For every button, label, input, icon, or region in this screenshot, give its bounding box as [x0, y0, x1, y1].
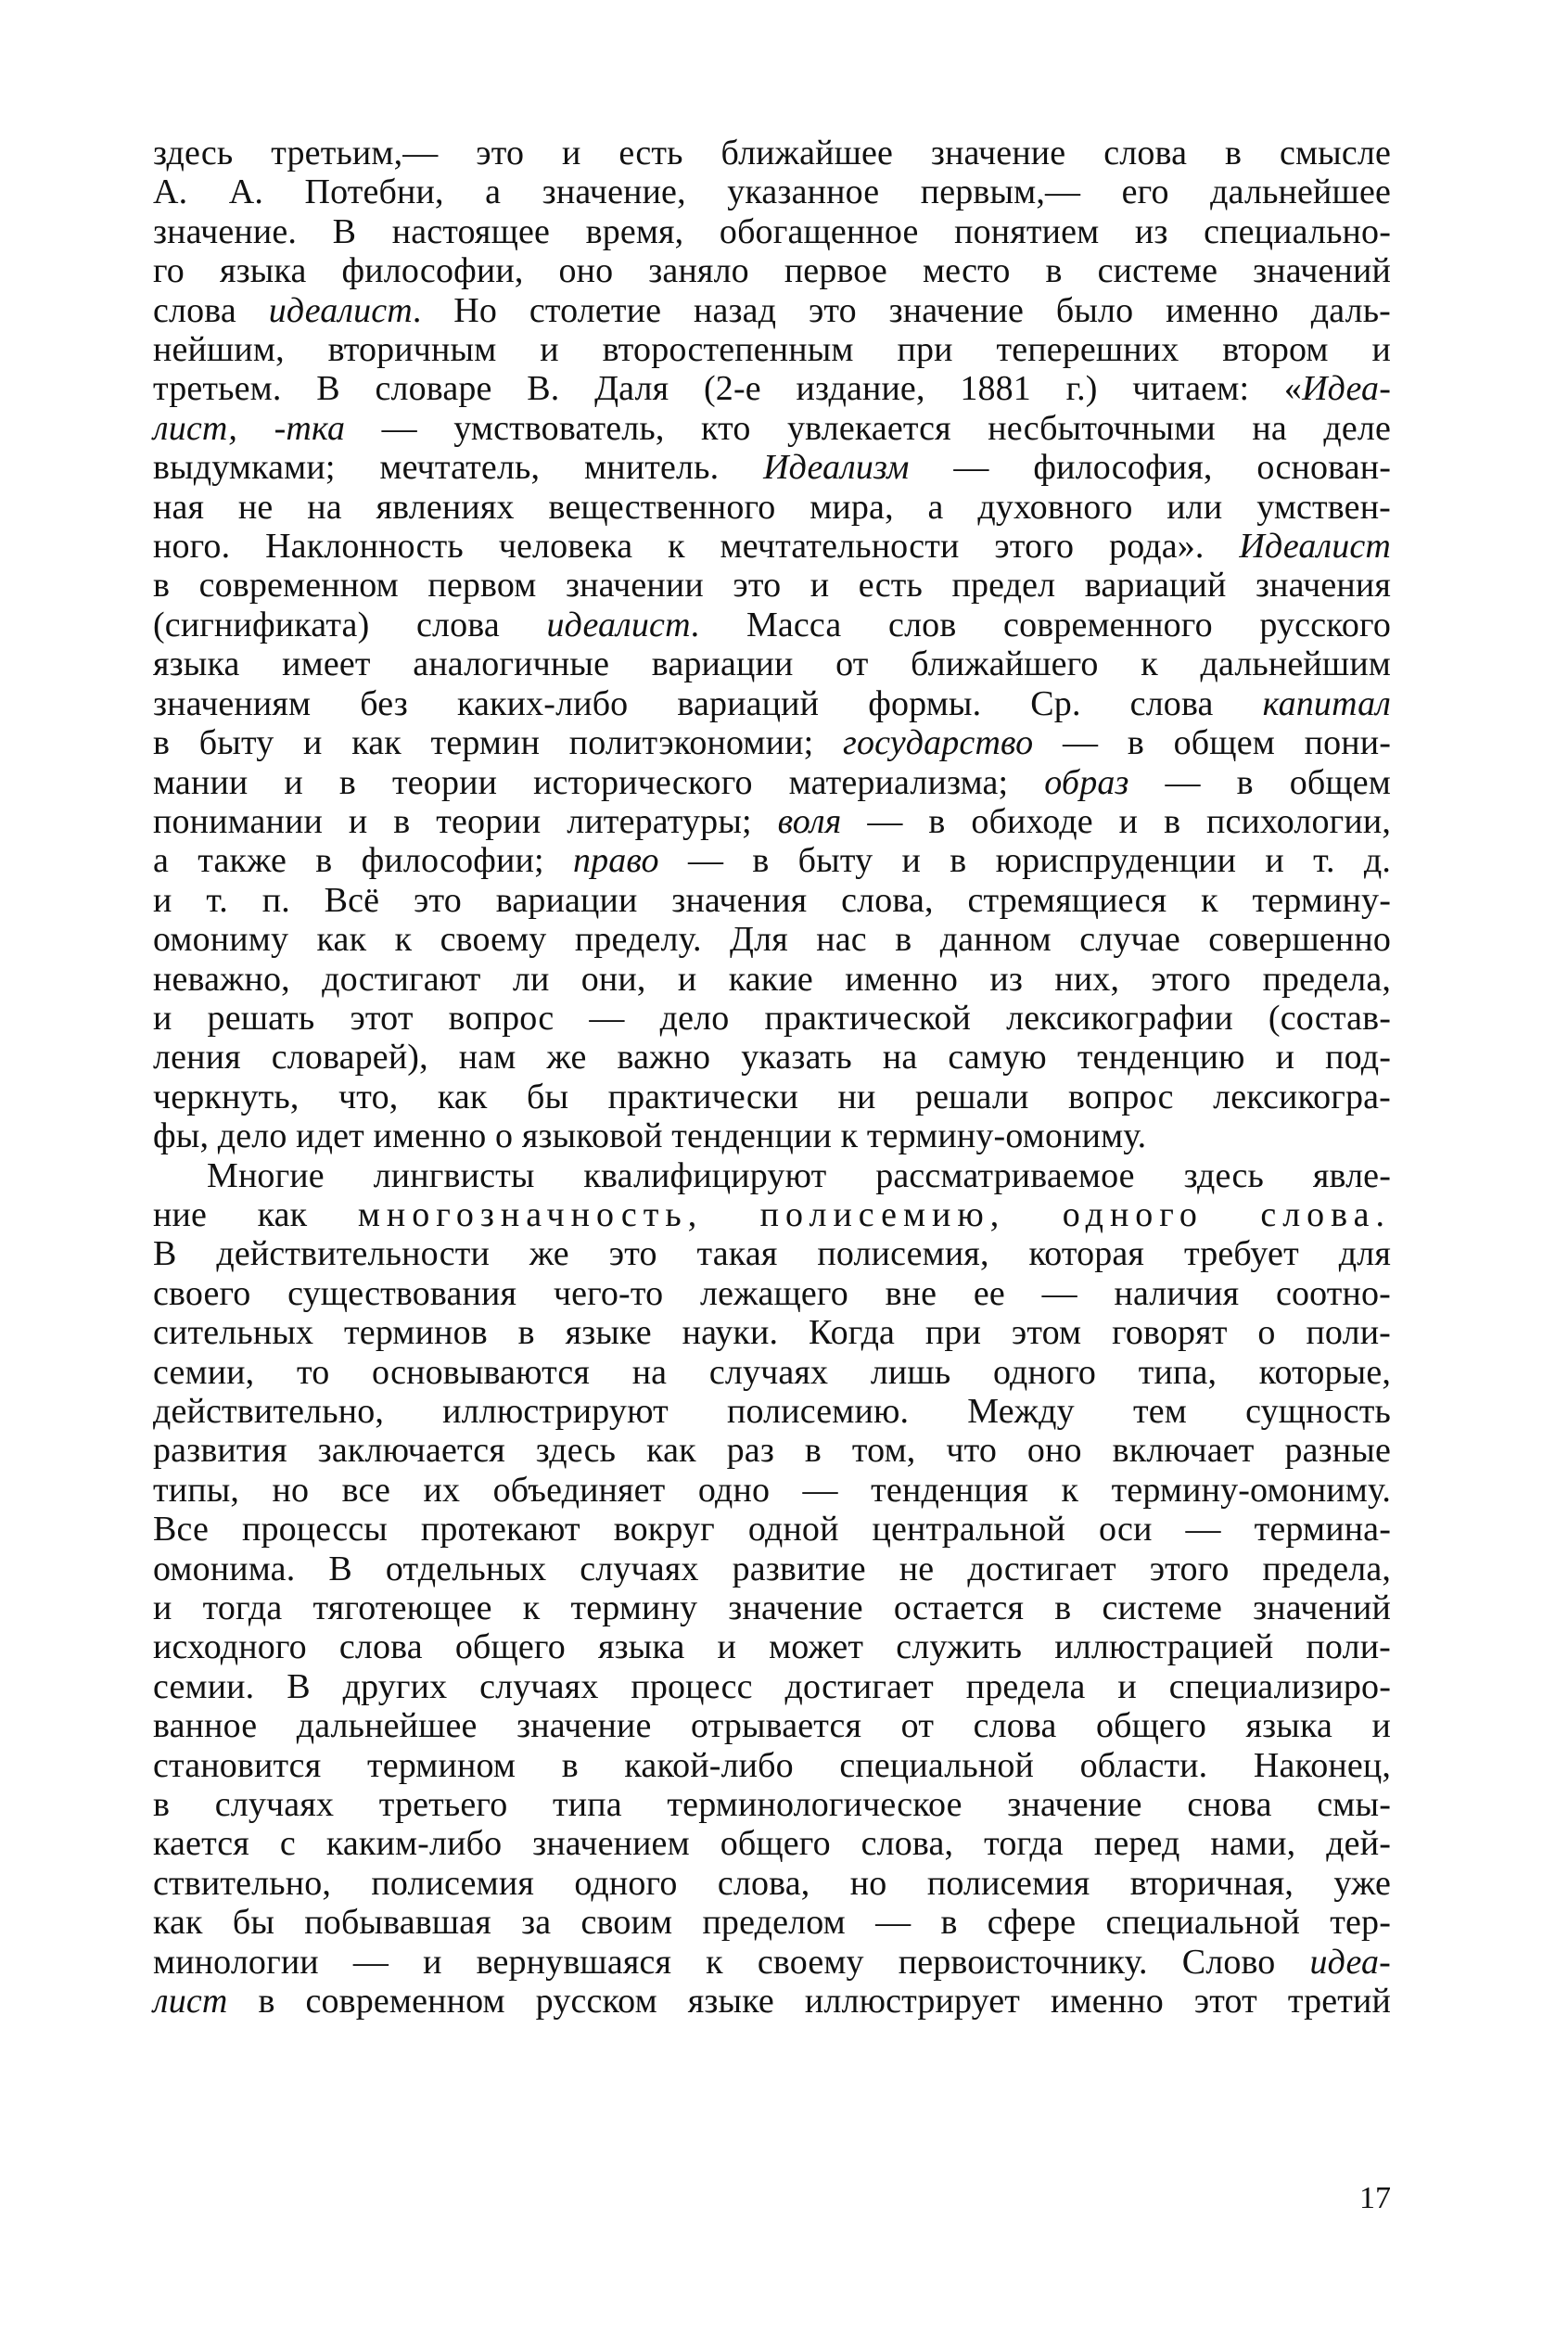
- text-line: [153, 644, 1391, 683]
- body-text: [153, 134, 1391, 2022]
- text-run: исходного слова общего языка и может служить иллюстрацией поли-: [153, 1627, 1391, 1667]
- text-line: [153, 684, 1391, 723]
- spaced-text: многозначность, полисемию, одного слова.: [357, 1194, 1391, 1234]
- text-run: Многие лингвисты квалифицируют рассматриваемое здесь явле-: [207, 1155, 1391, 1195]
- italic-term: образ: [1044, 762, 1129, 802]
- text-line: [153, 448, 1391, 487]
- text-run: ления словарей), нам же важно указать на самую тенденцию и под-: [153, 1038, 1391, 1078]
- text-line: [153, 1627, 1391, 1666]
- page-number: 17: [1359, 2181, 1391, 2215]
- text-run: сительных терминов в языке науки. Когда при этом говорят о поли-: [153, 1313, 1391, 1353]
- text-line: [153, 251, 1391, 290]
- italic-term: лист: [153, 1982, 228, 2022]
- text-run: в современном русском языке иллюстрирует именно этот третий: [227, 1982, 1391, 2022]
- text-run: в быту и как термин политэкономии;: [153, 723, 843, 763]
- text-line: [153, 606, 1391, 644]
- text-line: [153, 1313, 1391, 1352]
- text-line: [153, 1471, 1391, 1510]
- text-line: [153, 409, 1391, 448]
- text-run: развития заключается здесь как раз в том, что оно включает разные: [153, 1431, 1391, 1471]
- text-line: [153, 172, 1391, 211]
- italic-term: капитал: [1262, 683, 1391, 723]
- text-run: слова: [153, 290, 269, 330]
- text-line: [153, 1550, 1391, 1588]
- text-run: минологии — и вернувшаяся к своему первоисточнику. Слово: [153, 1942, 1310, 1982]
- text-run: ная не на явлениях вещественного мира, а духовного или умствен-: [153, 487, 1391, 527]
- text-run: в случаях третьего типа терминологическое значение снова смы-: [153, 1785, 1391, 1825]
- text-run: — в быту и в юриспруденции и т. д.: [658, 841, 1392, 881]
- text-run: семии. В других случаях процесс достигает предела и специализиро-: [153, 1666, 1391, 1706]
- text-run: ствительно, полисемия одного слова, но полисемия вторичная, уже: [153, 1863, 1391, 1903]
- text-run: — в обиходе и в психологии,: [841, 801, 1392, 841]
- text-line: [153, 999, 1391, 1038]
- text-run: фы, дело идет именно о языковой тенденции к термину-омониму.: [153, 1116, 1147, 1156]
- text-run: А. А. Потебни, а значение, указанное первым,— его дальнейшее: [153, 172, 1391, 212]
- italic-term: лист, -тка: [153, 408, 346, 448]
- text-run: типы, но все их объединяет одно — тенденция к термину-омониму.: [153, 1470, 1391, 1510]
- text-run: значение. В настоящее время, обогащенное понятием из специально-: [153, 211, 1391, 251]
- text-line: [153, 1667, 1391, 1706]
- text-line: [153, 1038, 1391, 1077]
- text-line: [153, 960, 1391, 999]
- text-line: [153, 291, 1391, 330]
- text-run: (сигнификата) слова: [153, 605, 547, 644]
- text-run: языка имеет аналогичные вариации от ближайшего к дальнейшим: [153, 644, 1391, 684]
- text-run: го языка философии, оно заняло первое место в системе значений: [153, 251, 1391, 291]
- italic-term: идеа-: [1309, 1942, 1391, 1982]
- text-run: омонима. В отдельных случаях развитие не достигает этого предела,: [153, 1549, 1391, 1588]
- text-line: [153, 1785, 1391, 1824]
- text-line: [153, 527, 1391, 566]
- text-run: . Масса слов современного русского: [690, 605, 1391, 644]
- text-run: своего существования чего-то лежащего вне ее — наличия соотно-: [153, 1273, 1391, 1313]
- text-line: [153, 1943, 1391, 1982]
- italic-term: идеалист: [546, 605, 691, 644]
- text-line: [153, 1116, 1391, 1155]
- text-run: мании и в теории исторического материализма;: [153, 762, 1045, 802]
- text-line: [153, 1588, 1391, 1627]
- text-run: неважно, достигают ли они, и какие именно из них, этого предела,: [153, 959, 1391, 999]
- text-line: [153, 802, 1391, 841]
- text-run: становится термином в какой-либо специальной области. Наконец,: [153, 1745, 1391, 1785]
- text-line: [153, 1274, 1391, 1313]
- text-line: [153, 1392, 1391, 1431]
- text-run: ного. Наклонность человека к мечтательности этого рода».: [153, 527, 1240, 567]
- text-line: [153, 1195, 1391, 1234]
- text-line: [153, 1234, 1391, 1273]
- text-run: третьем. В словаре В. Даля (2-е издание, 1881 г.) читаем: «: [153, 369, 1303, 409]
- text-line: [153, 1864, 1391, 1903]
- text-line: [153, 1706, 1391, 1745]
- text-run: кается с каким-либо значением общего слова, тогда перед нами, дей-: [153, 1824, 1391, 1864]
- text-run: выдумками; мечтатель, мнитель.: [153, 448, 764, 488]
- text-line: [153, 369, 1391, 408]
- text-run: как бы побывавшая за своим пределом — в сфере специальной тер-: [153, 1903, 1391, 1943]
- text-run: семии, то основываются на случаях лишь одного типа, которые,: [153, 1352, 1391, 1392]
- text-run: действительно, иллюстрируют полисемию. Между тем сущность: [153, 1392, 1391, 1431]
- text-run: в современном первом значении это и есть предел вариаций значения: [153, 566, 1391, 606]
- text-run: черкнуть, что, как бы практически ни решали вопрос лексикогра-: [153, 1077, 1391, 1116]
- italic-term: идеалист: [268, 290, 413, 330]
- text-line: [153, 1156, 1391, 1195]
- text-line: [153, 1903, 1391, 1942]
- text-run: — философия, основан-: [909, 448, 1391, 488]
- text-line: [153, 1746, 1391, 1785]
- text-run: а также в философии;: [153, 841, 573, 881]
- text-line: [153, 566, 1391, 605]
- text-line: [153, 841, 1391, 880]
- text-run: Все процессы протекают вокруг одной центральной оси — термина-: [153, 1510, 1391, 1550]
- text-line: [153, 763, 1391, 802]
- italic-term: воля: [777, 801, 842, 841]
- text-run: ние как: [153, 1194, 358, 1234]
- text-line: [153, 1078, 1391, 1116]
- text-run: понимании и в теории литературы;: [153, 801, 778, 841]
- text-run: нейшим, вторичным и второстепенным при теперешних втором и: [153, 330, 1391, 370]
- text-line: [153, 723, 1391, 762]
- text-line: [153, 212, 1391, 251]
- text-line: [153, 488, 1391, 527]
- text-run: ванное дальнейшее значение отрывается от слова общего языка и: [153, 1706, 1391, 1746]
- text-line: [153, 134, 1391, 172]
- text-run: — в общем пони-: [1033, 723, 1391, 763]
- text-run: и т. п. Всё это вариации значения слова, стремящиеся к термину-: [153, 880, 1391, 920]
- text-run: — в общем: [1128, 762, 1392, 802]
- text-line: [153, 1824, 1391, 1863]
- italic-term: Идеализм: [763, 448, 910, 488]
- italic-term: право: [572, 841, 659, 881]
- text-line: [153, 1431, 1391, 1470]
- text-line: [153, 330, 1391, 369]
- text-run: В действительности же это такая полисемия, которая требует для: [153, 1234, 1391, 1274]
- text-run: значениям без каких-либо вариаций формы. Ср. слова: [153, 683, 1263, 723]
- italic-term: государство: [842, 723, 1034, 763]
- text-run: . Но столетие назад это значение было именно даль-: [412, 290, 1391, 330]
- italic-term: Идеа-: [1302, 369, 1391, 409]
- text-line: [153, 1353, 1391, 1392]
- text-run: здесь третьим,— это и есть ближайшее значение слова в смысле: [153, 134, 1391, 172]
- text-run: и решать этот вопрос — дело практической лексикографии (состав-: [153, 998, 1391, 1038]
- text-line: [153, 920, 1391, 959]
- text-line: [153, 1982, 1391, 2021]
- italic-term: Идеалист: [1239, 527, 1391, 567]
- text-line: [153, 881, 1391, 920]
- text-run: — умствователь, кто увлекается несбыточными на деле: [345, 408, 1391, 448]
- text-run: и тогда тяготеющее к термину значение остается в системе значений: [153, 1588, 1391, 1628]
- text-run: омониму как к своему пределу. Для нас в данном случае совершенно: [153, 920, 1391, 960]
- text-line: [153, 1510, 1391, 1549]
